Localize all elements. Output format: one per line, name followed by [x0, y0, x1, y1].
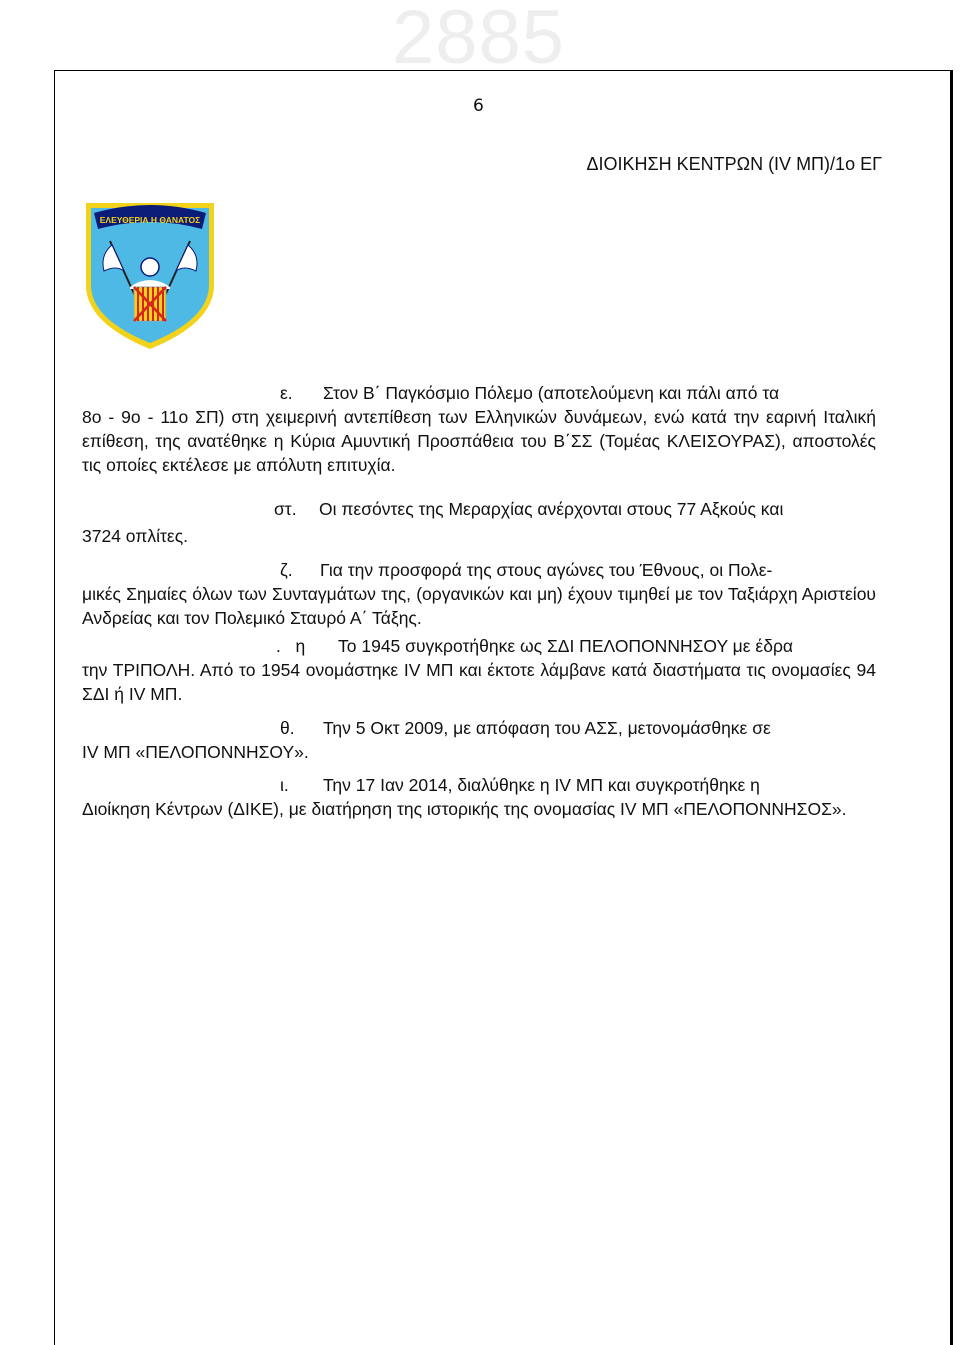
paragraph-h	[82, 634, 876, 706]
paragraph-first-line: Στον Β΄ Παγκόσμιο Πόλεμο (αποτελούμενη και πάλι από τα	[323, 383, 780, 403]
paragraph-first-line: Για την προσφορά της στους αγώνες του Έθνους, οι Πολε-	[320, 560, 773, 580]
watermark: 2885	[392, 0, 566, 80]
emblem-motto: ΕΛΕΥΘΕΡΙΑ Η ΘΑΝΑΤΟΣ	[99, 215, 201, 225]
paragraph-z	[82, 558, 876, 630]
page-number: 6	[473, 96, 484, 116]
paragraph-body: μικές Σημαίες όλων των Συνταγμάτων της, (οργανικών και μη) έχουν τιμηθεί με τον Ταξιάρχη Αριστείου Ανδρείας και τον Πολεμικό Σταυρό Α΄ Τάξης.	[82, 584, 876, 628]
paragraph-marker: θ.	[280, 718, 295, 738]
paragraph-body: 3724 οπλίτες.	[82, 526, 188, 546]
paragraph-th	[82, 716, 876, 764]
paragraph-body: την ΤΡΙΠΟΛΗ. Από το 1954 ονομάστηκε IV ΜΠ και έκτοτε λάμβανε κατά διαστήματα τις ονομασίες 94 ΣΔΙ ή IV ΜΠ.	[82, 660, 876, 704]
paragraph-marker: ι.	[280, 775, 289, 795]
paragraph-body: IV ΜΠ «ΠΕΛΟΠΟΝΝΗΣΟΥ».	[82, 742, 309, 762]
paragraph-body: Διοίκηση Κέντρων (ΔΙΚΕ), με διατήρηση της ιστορικής της ονομασίας IV ΜΠ «ΠΕΛΟΠΟΝΝΗΣΟΣ».	[82, 799, 847, 819]
paragraph-marker: ζ.	[280, 560, 293, 580]
paragraph-first-line: Οι πεσόντες της Μεραρχίας ανέρχονται στους 77 Αξκούς και	[319, 499, 784, 519]
paragraph-first-line: Το 1945 συγκροτήθηκε ως ΣΔΙ ΠΕΛΟΠΟΝΝΗΣΟΥ με έδρα	[338, 636, 794, 656]
header-title: ΔΙΟΙΚΗΣΗ ΚΕΝΤΡΩΝ (ΙV ΜΠ)/1ο ΕΓ	[586, 154, 882, 174]
paragraph-first-line: Την 17 Ιαν 2014, διαλύθηκε η IV ΜΠ και συγκροτήθηκε η	[323, 775, 760, 795]
paragraph-st	[82, 497, 876, 548]
paragraph-e	[82, 381, 876, 477]
paragraph-i	[82, 773, 876, 821]
paragraph-marker: ε.	[280, 383, 293, 403]
paragraph-first-line: Την 5 Οκτ 2009, με απόφαση του ΑΣΣ, μετονομάσθηκε σε	[323, 718, 771, 738]
unit-emblem-icon	[80, 193, 220, 353]
paragraph-marker: . η	[276, 636, 306, 656]
paragraph-marker: στ.	[274, 499, 297, 519]
paragraph-body: 8ο - 9ο - 11ο ΣΠ) στη χειμερινή αντεπίθεση των Ελληνικών δυνάμεων, ενώ κατά την εαρινή Ιταλική επίθεση, της ανατέθηκε η Κύρια Αμυντική Προσπάθεια του Β΄ΣΣ (Τομέας ΚΛΕΙΣΟΥΡΑΣ), αποστολές τις οποίες εκτέλεσε με απόλυτη επιτυχία.	[82, 407, 876, 475]
